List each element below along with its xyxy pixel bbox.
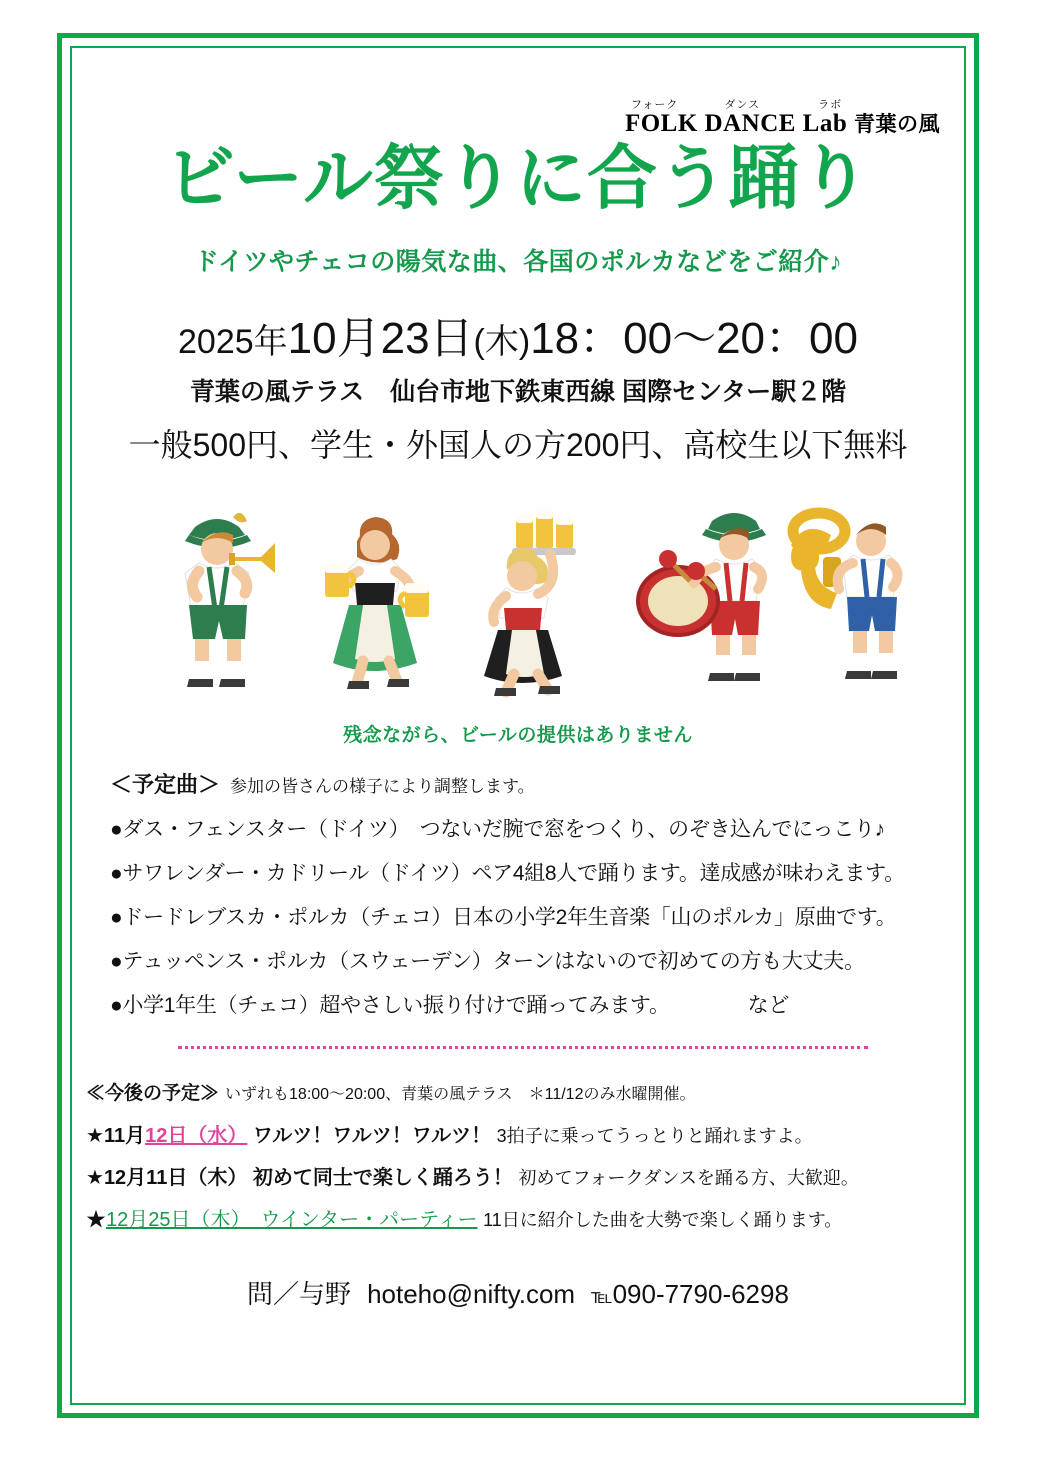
event-price: 一般500円、学生・外国人の方200円、高校生以下無料 [128,427,908,463]
illustration-band [125,486,915,701]
figure-tuba-player [785,501,925,701]
upcoming-title: ワルツ！ワルツ！ワルツ！ [252,1125,492,1147]
event-datetime [70,302,966,366]
program-item: ●サワレンダー・カドリール（ドイツ）ペア4組8人で踊ります。達成感が味わえます。 [110,862,905,885]
program-section [110,768,940,1033]
contact-label: 問／与野 [247,1279,352,1309]
upcoming-section [86,1078,952,1245]
upcoming-date: 12日（水） [145,1125,248,1147]
upcoming-item [86,1161,952,1190]
figure-waitress-tray [460,496,620,701]
event-venue-access: 仙台市地下鉄東西線 国際センター駅２階 [390,378,847,406]
upcoming-desc: 11日に紹介した曲を大勢で楽しく踊ります。 [483,1210,843,1230]
upcoming-item [86,1119,952,1148]
upcoming-heading-note: いずれも18:00〜20:00、青葉の風テラス ＊11/12のみ水曜開催。 [225,1086,696,1103]
program-item-suffix: など [747,994,790,1017]
contact-tel: 090-7790-6298 [612,1279,789,1309]
upcoming-date: 12月25日（木） ウインター・パーティー [106,1209,478,1231]
upcoming-desc: 初めてフォークダンスを踊る方、大歓迎。 [518,1168,859,1188]
upcoming-star: ★ [86,1167,104,1189]
upcoming-star: ★ [86,1125,104,1147]
poster-title: ビール祭りに合う踊り [165,139,871,217]
upcoming-title: 初めて同士で楽しく踊ろう！ [252,1167,513,1189]
upcoming-desc: 3拍子に乗ってうっとりと踊れますよ。 [496,1126,813,1146]
upcoming-heading: ≪今後の予定≫ [86,1083,220,1104]
poster-subtitle: ドイツやチェコの陽気な曲、各国のポルカなどをご紹介♪ [193,248,843,276]
event-weekday: (木) [473,323,531,361]
upcoming-item [86,1203,952,1232]
program-heading: ＜予定曲＞ [110,772,221,797]
figure-woman-beer-mugs [305,501,455,701]
illustration-note: 残念ながら、ビールの提供はありません [343,725,693,746]
event-date-main: 10月23日 [287,314,474,363]
telephone-icon: ℡ [591,1286,613,1308]
event-time: 18：00〜20：00 [530,314,858,363]
organization-header [625,96,940,138]
organization-name-roman: FOLK DANCE Lab [624,110,848,137]
organization-name-jp: 青葉の風 [854,113,940,136]
ruby-folk: フォーク [630,99,679,111]
section-divider [178,1046,868,1049]
program-item: ●ダス・フェンスター（ドイツ） つないだ腕で窓をつくり、のぞき込んでにっこり♪ [110,818,885,841]
contact-email[interactable]: hoteho@nifty.com [367,1279,576,1309]
ruby-dance: ダンス [724,99,761,111]
program-item-last [110,989,940,1019]
upcoming-star: ★ [86,1209,106,1231]
figure-trumpet-player [155,501,295,701]
event-date-prefix: 2025年 [178,323,288,361]
program-item-text: ●小学1年生（チェコ）超やさしい振り付けで踊ってみます。 [110,994,670,1017]
program-heading-row [110,768,940,799]
upcoming-date: 12月11日（木） [103,1167,248,1189]
contact-line [70,1274,966,1311]
upcoming-heading-row [86,1078,952,1105]
poster-page [70,46,966,1405]
ruby-lab: ラボ [818,99,843,111]
program-heading-note: 参加の皆さんの様子により調整します。 [230,777,535,796]
program-item: ●ドードレブスカ・ポルカ（チェコ）日本の小学2年生音楽「山のポルカ」原曲です。 [110,906,897,929]
event-venue: 青葉の風テラス [189,378,365,406]
program-item: ●テュッペンス・ポルカ（スウェーデン）ターンはないので初めての方も大丈夫。 [110,950,865,973]
upcoming-lead: 11月 [103,1125,146,1147]
event-venue-line [70,372,966,408]
organization-name [625,108,940,138]
figure-drummer [630,501,790,701]
